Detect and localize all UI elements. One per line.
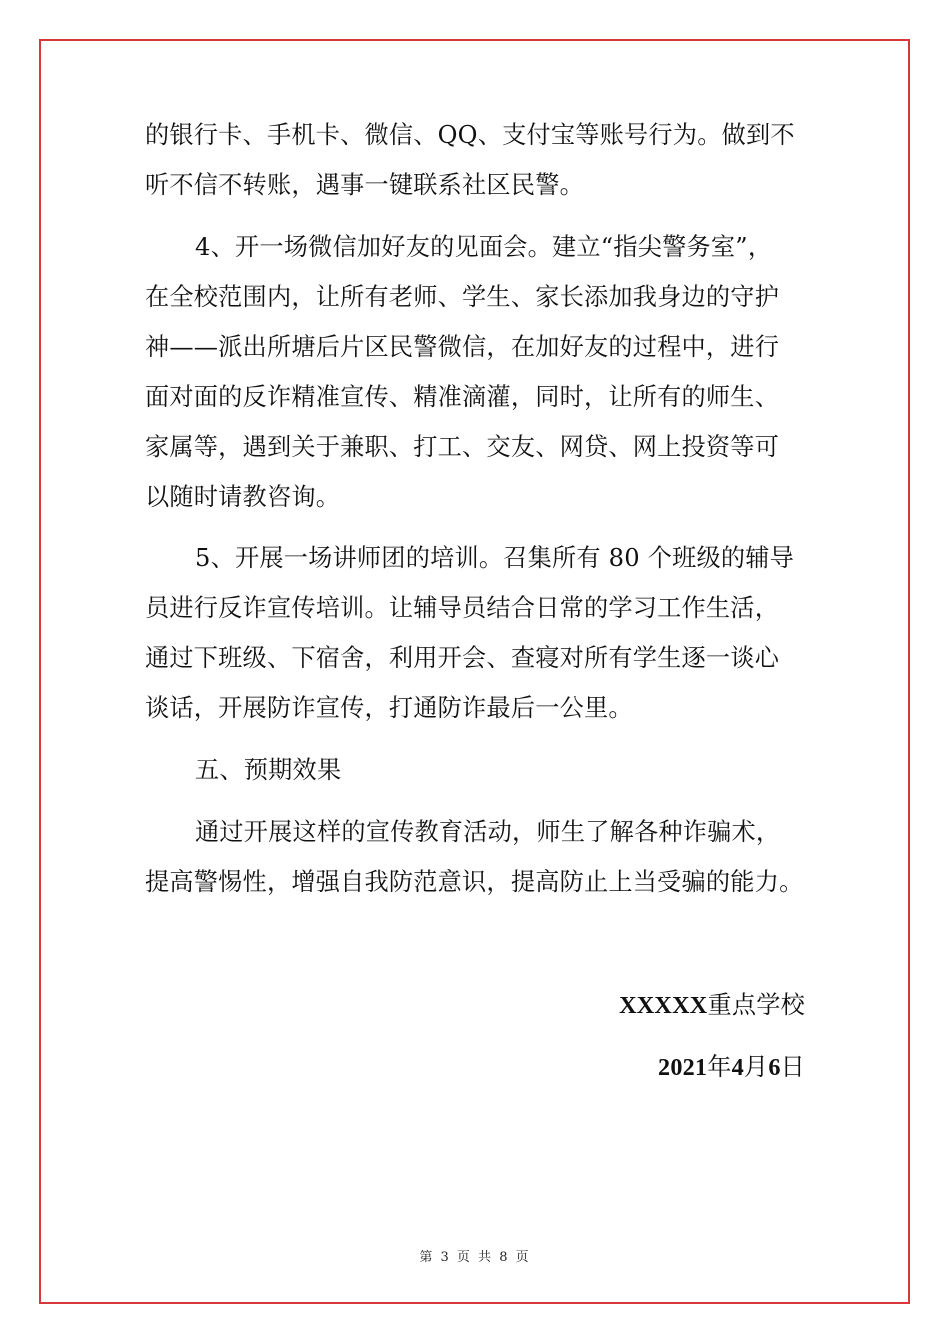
body-line: 员进行反诈宣传培训。让辅导员结合日常的学习工作生活，: [145, 594, 780, 622]
signature-date: [658, 1052, 805, 1083]
date-month-unit: 月: [743, 1053, 769, 1081]
body-line: 5、开展一场讲师团的培训。召集所有 80 个班级的辅导: [195, 544, 795, 572]
body-line: 谈话，开展防诈宣传，打通防诈最后一公里。: [145, 694, 633, 722]
date-day-unit: 日: [780, 1053, 805, 1081]
body-line: 家属等，遇到关于兼职、打工、交友、网贷、网上投资等可: [145, 433, 780, 461]
school-code: XXXXX: [619, 992, 708, 1019]
date-year-unit: 年: [707, 1053, 732, 1081]
body-line: 提高警惕性，增强自我防范意识，提高防止上当受骗的能力。: [145, 868, 804, 896]
body-line: 通过开展这样的宣传教育活动，师生了解各种诈骗术，: [195, 818, 781, 846]
date-year: 2021: [658, 1054, 708, 1081]
body-line: 在全校范围内，让所有老师、学生、家长添加我身边的守护: [145, 283, 780, 311]
body-line: 4、开一场微信加好友的见面会。建立“指尖警务室”，: [195, 233, 773, 261]
body-line: 通过下班级、下宿舍，利用开会、查寝对所有学生逐一谈心: [145, 644, 780, 672]
school-name: 重点学校: [707, 991, 805, 1019]
body-line: 神——派出所塘后片区民警微信，在加好友的过程中，进行: [145, 333, 780, 361]
page-number-footer: 第 3 页 共 8 页: [419, 1250, 531, 1265]
date-month: 4: [731, 1054, 744, 1081]
body-line: 听不信不转账，遇事一键联系社区民警。: [145, 171, 584, 199]
body-line: 以随时请教咨询。: [145, 483, 341, 511]
body-line: 面对面的反诈精准宣传、精准滴灌，同时，让所有的师生、: [145, 383, 780, 411]
section-heading: 五、预期效果: [195, 756, 342, 784]
signature-school: [619, 990, 805, 1021]
body-line: 的银行卡、手机卡、微信、QQ、支付宝等账号行为。做到不: [145, 121, 795, 149]
date-day: 6: [768, 1054, 781, 1081]
